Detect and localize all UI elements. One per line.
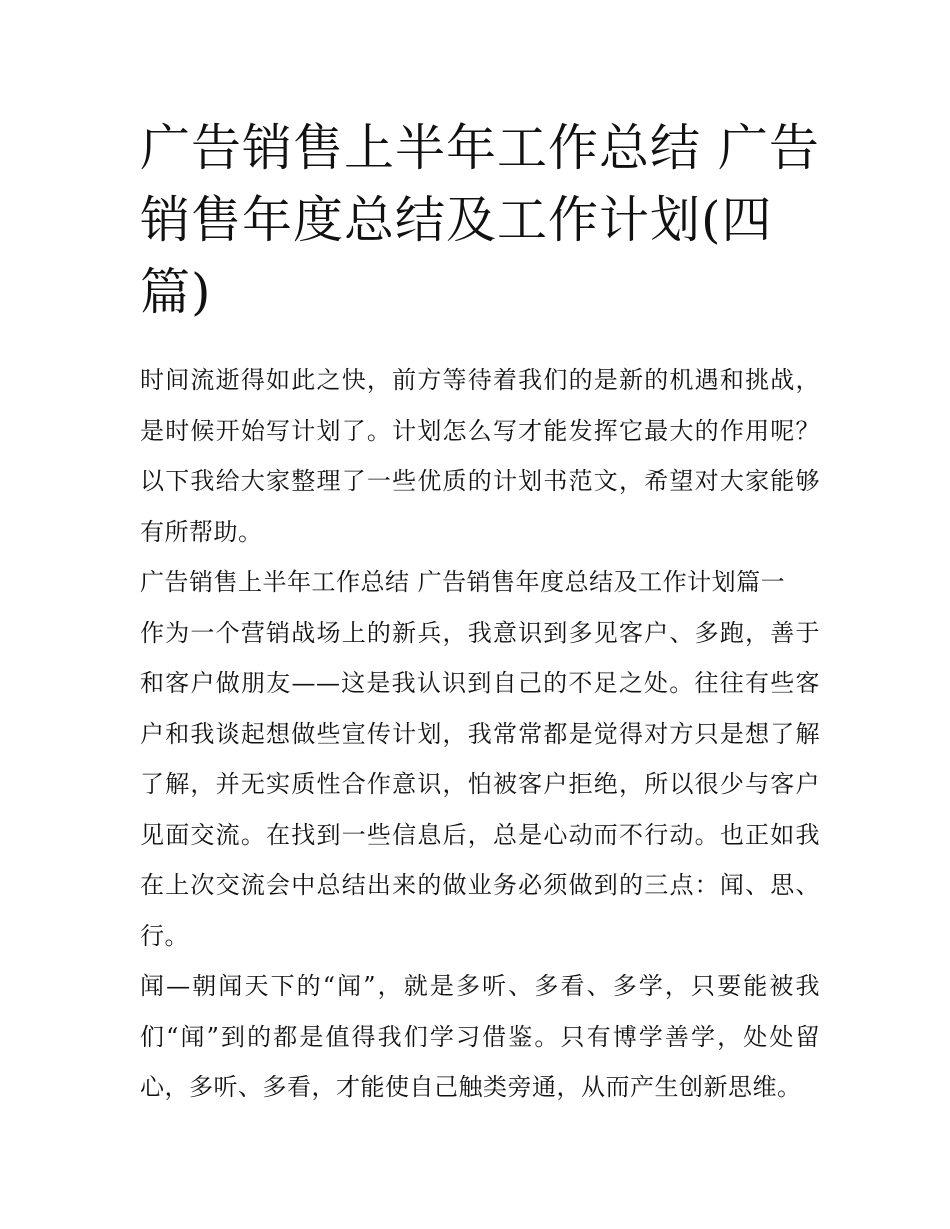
body-paragraph: 闻—朝闻天下的“闻”，就是多听、多看、多学，只要能被我们“闻”到的都是值得我们学习借鉴。只有博学善学，处处留心，多听、多看，才能使自己触类旁通，从而产生创新思维。 [140,972,820,1101]
section-heading-paragraph: 广告销售上半年工作总结 广告销售年度总结及工作计划篇一 [140,568,786,596]
document-title: 广告销售上半年工作总结 广告销售年度总结及工作计划(四篇) [140,119,820,321]
intro-paragraph: 时间流逝得如此之快，前方等待着我们的是新的机遇和挑战，是时候开始写计划了。计划怎么写才能发挥它最大的作用呢？以下我给大家整理了一些优质的计划书范文，希望对大家能够有所帮助。 [140,366,820,546]
document-body [140,355,820,1113]
body-paragraph: 作为一个营销战场上的新兵，我意识到多见客户、多跑，善于和客户做朋友——这是我认识到自己的不足之处。往往有些客户和我谈起想做些宣传计划，我常常都是觉得对方只是想了解了解，并无实质性合作意识，怕被客户拒绝，所以很少与客户见面交流。在找到一些信息后，总是心动而不行动。也正如我在上次交流会中总结出来的做业务必须做到的三点：闻、思、行。 [140,618,820,950]
